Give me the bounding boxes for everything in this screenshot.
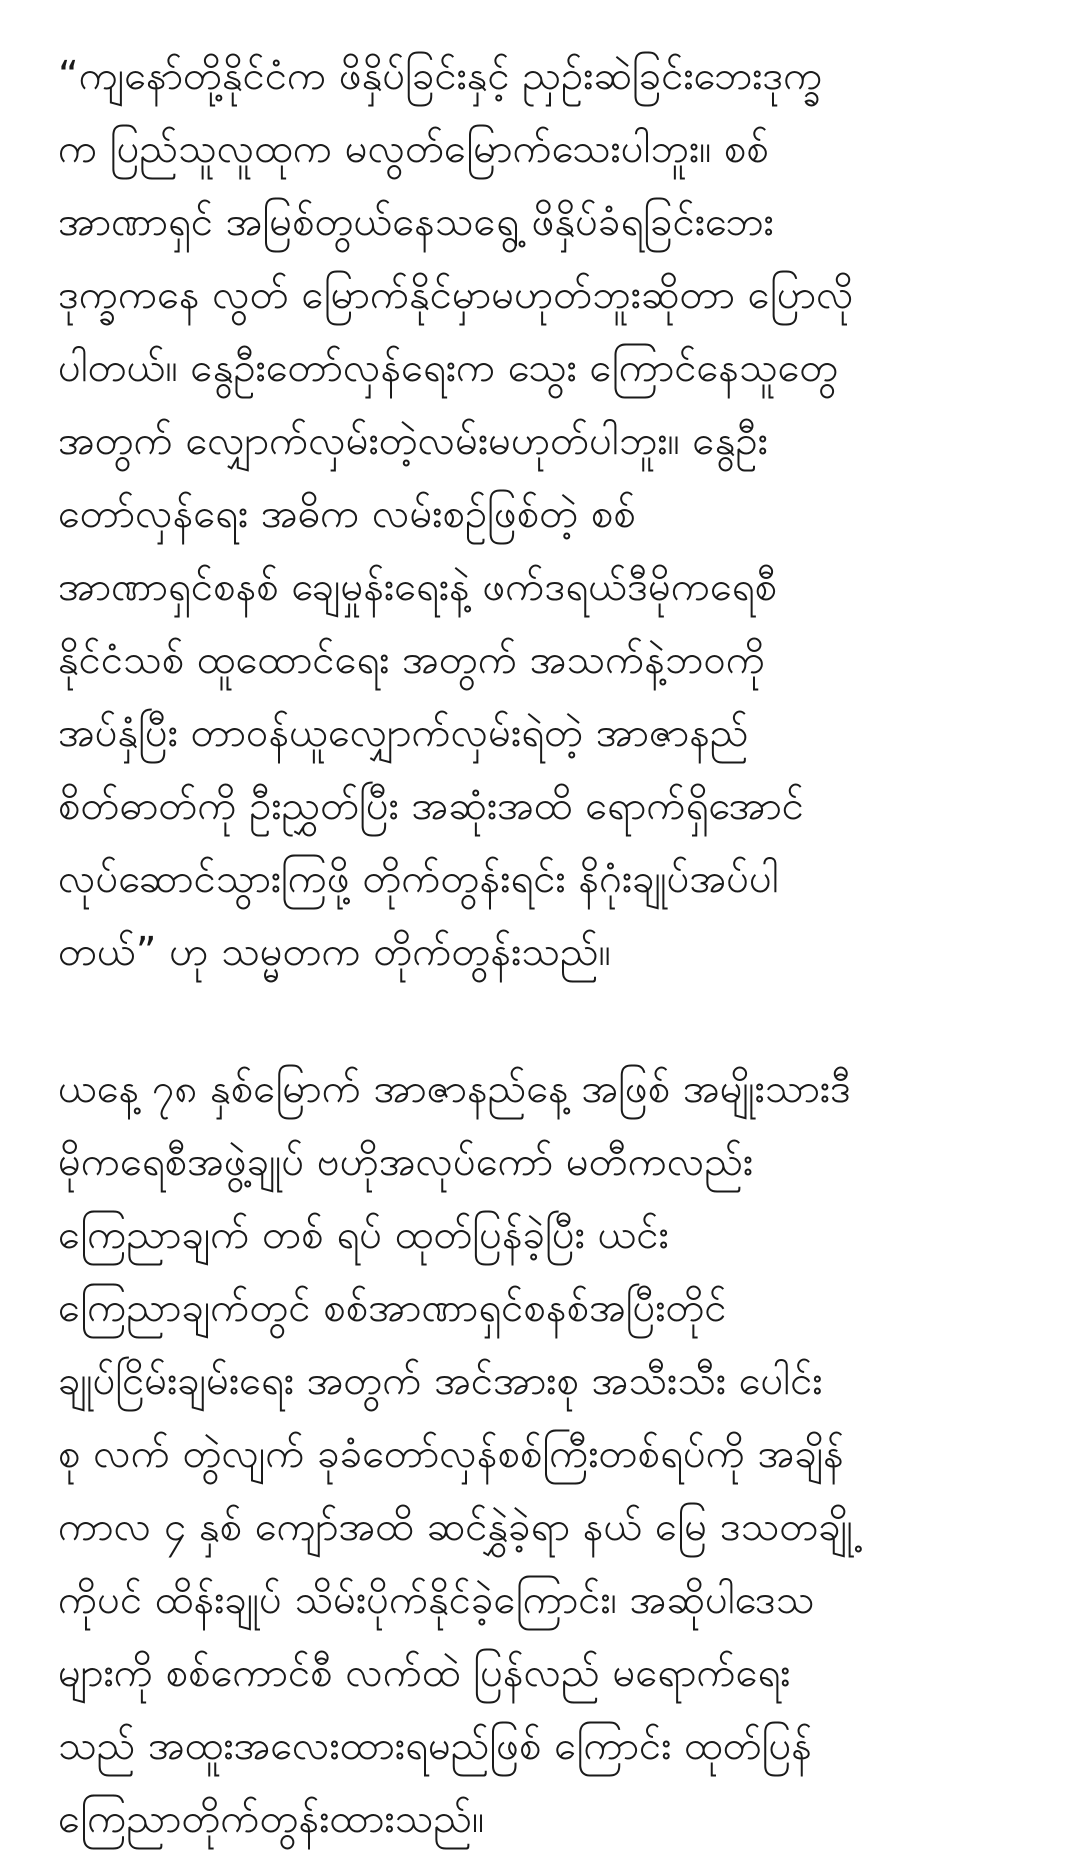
paragraph-president-quote bbox=[58, 40, 1030, 989]
text-line: က ပြည်သူလူထုက မလွတ်မြောက်သေးပါဘူး။ စစ် bbox=[58, 126, 769, 172]
text-line: “ကျနော်တို့နိုင်ငံက ဖိနှိပ်ခြင်းနှင့် ညှဉ်းဆဲခြင်းဘေးဒုက္ခ bbox=[58, 53, 823, 99]
text-line: ပါတယ်။ နွေဦးတော်လှန်ရေးက သွေး ကြောင်နေသူတွေ bbox=[58, 345, 839, 391]
text-line: တယ်” ဟု သမ္မတက တိုက်တွန်းသည်။ bbox=[58, 929, 611, 975]
text-line: ချုပ်ငြိမ်းချမ်းရေး အတွက် အင်အားစု အသီးသီး ပေါင်း bbox=[58, 1358, 823, 1404]
paragraph-nld-statement bbox=[58, 1053, 1030, 1856]
text-line: များကို စစ်ကောင်စီ လက်ထဲ ပြန်လည် မရောက်ရေး bbox=[58, 1650, 791, 1696]
text-line: အပ်နှံပြီး တာဝန်ယူလျှောက်လှမ်းရဲတဲ့ အာဇာနည် bbox=[58, 710, 749, 756]
paragraph-spacer bbox=[58, 989, 1030, 1053]
text-line: ယနေ့ ၇၈ နှစ်မြောက် အာဇာနည်နေ့ အဖြစ် အမျိုးသားဒီ bbox=[58, 1066, 851, 1112]
text-line: ကြေညာချက်တွင် စစ်အာဏာရှင်စနစ်အပြီးတိုင် bbox=[58, 1285, 727, 1331]
text-line: ကာလ ၄ နှစ် ကျော်အထိ ဆင်နွှဲခဲ့ရာ နယ် မြေ ဒသတချို့ bbox=[58, 1504, 853, 1550]
text-line: အာဏာရှင်စနစ် ချေမှုန်းရေးနဲ့ ဖက်ဒရယ်ဒီမိုကရေစီ bbox=[58, 564, 778, 610]
text-line: တော်လှန်ရေး အဓိက လမ်းစဉ်ဖြစ်တဲ့ စစ် bbox=[58, 491, 636, 537]
text-line: အာဏာရှင် အမြစ်တွယ်နေသရွေ့ ဖိနှိပ်ခံရခြင်းဘေး bbox=[58, 199, 774, 245]
text-line: လုပ်ဆောင်သွားကြဖို့ တိုက်တွန်းရင်း နိဂုံးချုပ်အပ်ပါ bbox=[58, 856, 779, 902]
text-line: နိုင်ငံသစ် ထူထောင်ရေး အတွက် အသက်နဲ့ဘဝကို bbox=[58, 637, 766, 683]
text-line: စိတ်ဓာတ်ကို ဦးညွှတ်ပြီး အဆုံးအထိ ရောက်ရှိအောင် bbox=[58, 783, 804, 829]
text-line: ကြေညာချက် တစ် ရပ် ထုတ်ပြန်ခဲ့ပြီး ယင်း bbox=[58, 1212, 669, 1258]
text-line: ကြေညာတိုက်တွန်းထားသည်။ bbox=[58, 1796, 485, 1842]
text-line: သည် အထူးအလေးထားရမည်ဖြစ် ကြောင်း ထုတ်ပြန် bbox=[58, 1723, 812, 1769]
text-line: မိုကရေစီအဖွဲ့ချုပ် ဗဟိုအလုပ်ကော် မတီကလည်း bbox=[58, 1139, 754, 1185]
text-line: ဒုက္ခကနေ လွတ် မြောက်နိုင်မှာမဟုတ်ဘူးဆိုတာ ပြောလို bbox=[58, 272, 854, 318]
text-line: စု လက် တွဲလျက် ခုခံတော်လှန်စစ်ကြီးတစ်ရပ်ကို အချိန် bbox=[58, 1431, 844, 1477]
text-line: အတွက် လျှောက်လှမ်းတဲ့လမ်းမဟုတ်ပါဘူး။ နွေဦး bbox=[58, 418, 768, 464]
text-line: ကိုပင် ထိန်းချုပ် သိမ်းပိုက်နိုင်ခဲ့ကြောင်း၊ အဆိုပါဒေသ bbox=[58, 1577, 815, 1623]
